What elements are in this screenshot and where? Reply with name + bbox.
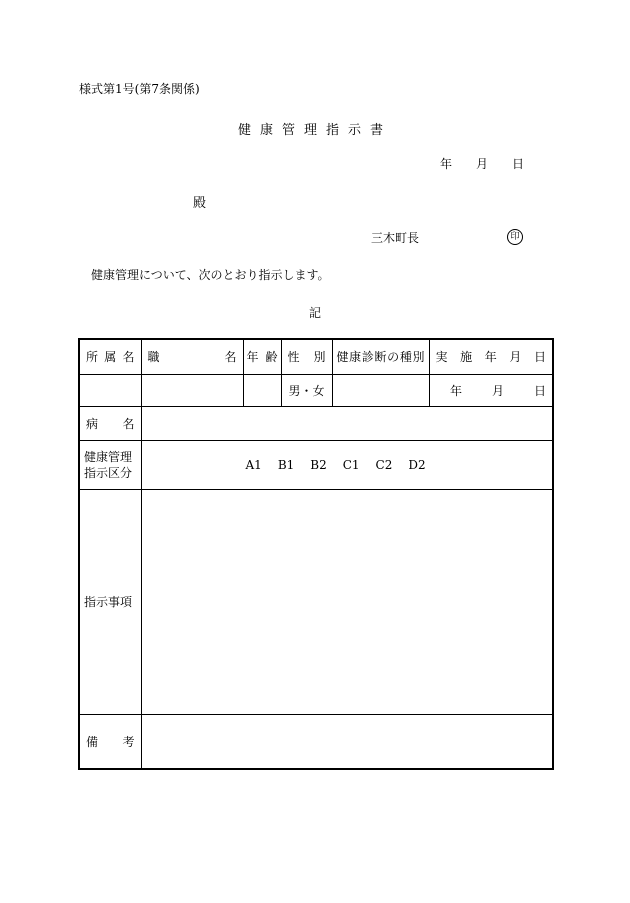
grade-d2[interactable]: D2: [408, 457, 426, 472]
header-row: [79, 339, 553, 374]
disease-row: [79, 406, 553, 440]
issue-date-month: 月: [476, 157, 489, 171]
instructions-row: [79, 489, 553, 714]
age-header: 年齢: [243, 339, 281, 374]
grade-a1[interactable]: A1: [245, 457, 262, 472]
job-title-header-right: 名: [224, 350, 237, 365]
instruction-form-table: [78, 338, 554, 770]
disease-field[interactable]: [141, 406, 553, 440]
disease-label: 病名: [79, 406, 141, 440]
implementation-date-header: 実施年月日: [429, 339, 553, 374]
sex-header: 性別: [281, 339, 332, 374]
issue-date-day: 日: [512, 157, 525, 171]
grade-b1[interactable]: B1: [277, 457, 295, 472]
notes-field[interactable]: [141, 714, 553, 769]
notes-label: 備考: [79, 714, 141, 769]
classification-label: 健康管理 指示区分: [79, 440, 141, 489]
grade-c1[interactable]: C1: [342, 457, 360, 472]
age-field[interactable]: [243, 374, 281, 406]
exam-type-field[interactable]: [332, 374, 429, 406]
classification-row: [79, 440, 553, 489]
instructions-field[interactable]: [141, 489, 553, 714]
implementation-date-year: 年: [449, 383, 462, 398]
affiliation-header: 所属名: [79, 339, 141, 374]
classification-grades: [141, 440, 553, 489]
ki-heading: 記: [308, 306, 321, 320]
grade-c2[interactable]: C2: [375, 457, 393, 472]
issuer-name: 三木町長: [371, 231, 420, 245]
instructions-label: 指示事項: [79, 489, 141, 714]
addressee-suffix: 殿: [193, 196, 207, 211]
issue-date-year: 年: [440, 157, 453, 171]
document-title: 健康管理指示書: [237, 123, 392, 138]
data-row: [79, 374, 553, 406]
intro-text: 健康管理について、次のとおり指示します。: [91, 268, 330, 282]
implementation-date-field[interactable]: [429, 374, 553, 406]
sex-options[interactable]: 男・女: [281, 374, 332, 406]
grade-b2[interactable]: B2: [310, 457, 327, 472]
job-title-header: [141, 339, 243, 374]
job-title-field[interactable]: [141, 374, 243, 406]
affiliation-field[interactable]: [79, 374, 141, 406]
form-number: 様式第1号(第7条関係): [79, 82, 200, 96]
seal-mark: 印: [507, 229, 523, 245]
implementation-date-month: 月: [491, 383, 504, 398]
notes-row: [79, 714, 553, 769]
issue-date: [440, 155, 524, 172]
job-title-header-left: 職: [147, 350, 160, 365]
implementation-date-day: 日: [533, 383, 546, 398]
exam-type-header: 健康診断の種別: [332, 339, 429, 374]
